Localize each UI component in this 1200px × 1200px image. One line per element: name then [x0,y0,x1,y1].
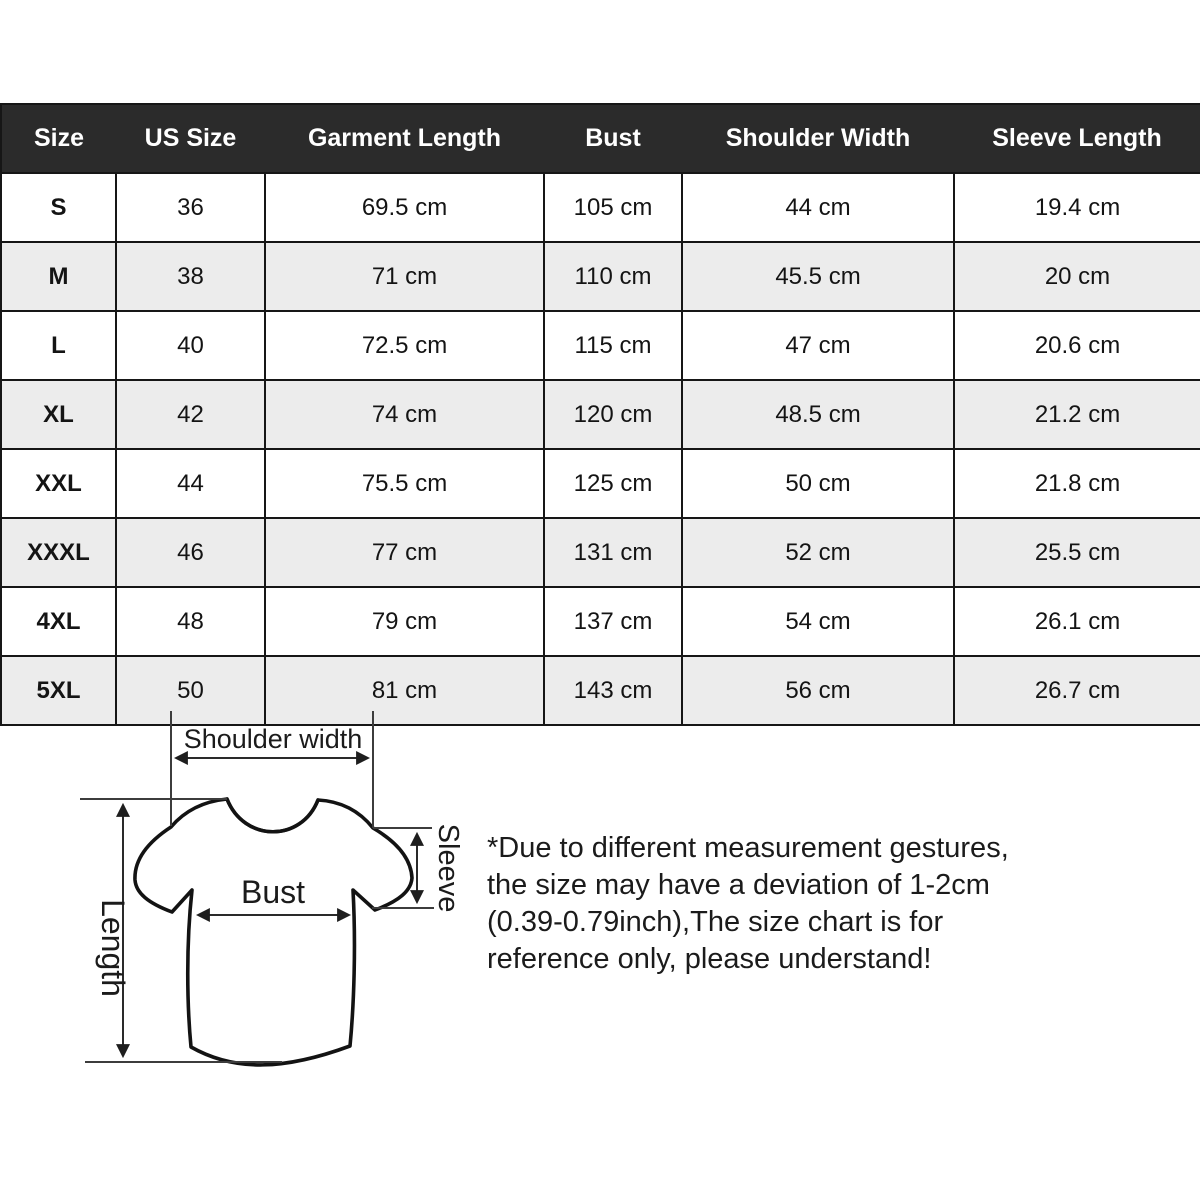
cell-bust: 110 cm [544,242,682,311]
length-label: Length [95,899,131,997]
col-header-size: Size [1,104,116,173]
cell-shoulder-width: 56 cm [682,656,954,725]
cell-garment-length: 71 cm [265,242,544,311]
cell-bust: 125 cm [544,449,682,518]
cell-us-size: 42 [116,380,265,449]
cell-garment-length: 75.5 cm [265,449,544,518]
note-line-1: *Due to different measurement gestures, [487,832,1009,864]
cell-sleeve-length: 20 cm [954,242,1200,311]
cell-shoulder-width: 44 cm [682,173,954,242]
sleeve-label: Sleeve [432,823,464,913]
cell-us-size: 44 [116,449,265,518]
cell-sleeve-length: 26.1 cm [954,587,1200,656]
shoulder-width-label: Shoulder width [183,724,363,754]
cell-bust: 115 cm [544,311,682,380]
cell-shoulder-width: 48.5 cm [682,380,954,449]
table-row-l [1,311,1200,380]
cell-shoulder-width: 50 cm [682,449,954,518]
cell-size: XXXL [1,518,116,587]
cell-bust: 143 cm [544,656,682,725]
cell-shoulder-width: 52 cm [682,518,954,587]
cell-shoulder-width: 47 cm [682,311,954,380]
cell-garment-length: 77 cm [265,518,544,587]
note-line-2: the size may have a deviation of 1-2cm [487,869,990,901]
cell-us-size: 38 [116,242,265,311]
cell-size: 4XL [1,587,116,656]
cell-shoulder-width: 54 cm [682,587,954,656]
table-row-s [1,173,1200,242]
col-header-us-size: US Size [116,104,265,173]
cell-size: 5XL [1,656,116,725]
cell-bust: 137 cm [544,587,682,656]
cell-sleeve-length: 26.7 cm [954,656,1200,725]
bust-label: Bust [240,874,306,910]
size-chart-table [0,103,1200,726]
cell-sleeve-length: 25.5 cm [954,518,1200,587]
cell-garment-length: 79 cm [265,587,544,656]
cell-us-size: 50 [116,656,265,725]
cell-garment-length: 81 cm [265,656,544,725]
cell-sleeve-length: 19.4 cm [954,173,1200,242]
cell-size: M [1,242,116,311]
cell-garment-length: 74 cm [265,380,544,449]
cell-bust: 120 cm [544,380,682,449]
cell-sleeve-length: 21.2 cm [954,380,1200,449]
cell-bust: 105 cm [544,173,682,242]
cell-sleeve-length: 21.8 cm [954,449,1200,518]
cell-garment-length: 72.5 cm [265,311,544,380]
col-header-shoulder-width: Shoulder Width [682,104,954,173]
cell-size: S [1,173,116,242]
table-row-xl [1,380,1200,449]
table-row-xxxl [1,518,1200,587]
cell-us-size: 46 [116,518,265,587]
col-header-sleeve-length: Sleeve Length [954,104,1200,173]
cell-sleeve-length: 20.6 cm [954,311,1200,380]
measurement-note [487,830,1009,978]
col-header-bust: Bust [544,104,682,173]
cell-shoulder-width: 45.5 cm [682,242,954,311]
cell-size: L [1,311,116,380]
note-line-3: (0.39-0.79inch),The size chart is for [487,906,944,938]
table-row-m [1,242,1200,311]
cell-us-size: 48 [116,587,265,656]
cell-size: XXL [1,449,116,518]
cell-size: XL [1,380,116,449]
cell-us-size: 40 [116,311,265,380]
col-header-garment-length: Garment Length [265,104,544,173]
table-row-xxl [1,449,1200,518]
table-header-row [1,104,1200,173]
cell-us-size: 36 [116,173,265,242]
tshirt-outline [135,799,412,1065]
tshirt-measurement-diagram [30,695,530,1125]
cell-bust: 131 cm [544,518,682,587]
table-row-4xl [1,587,1200,656]
cell-garment-length: 69.5 cm [265,173,544,242]
note-line-4: reference only, please understand! [487,943,932,975]
